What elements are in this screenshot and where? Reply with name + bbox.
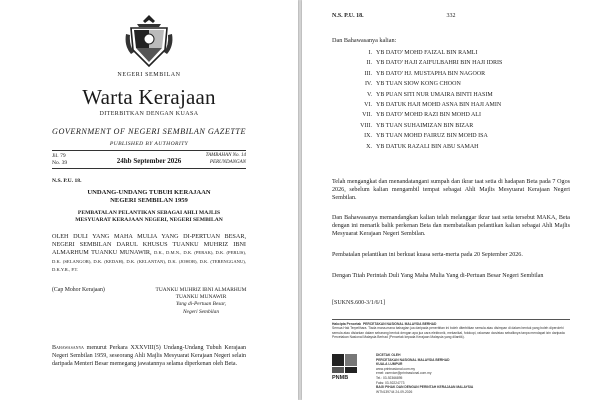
list-number: V. — [366, 91, 372, 98]
royal-decree — [52, 233, 246, 274]
signatory-state: Negeri Sembilan — [182, 308, 220, 315]
printer-city: KUALA LUMPUR — [376, 362, 403, 367]
printer-fax: Faks: 03-92224773 — [376, 380, 405, 385]
gazette-title: Warta Kerajaan — [82, 85, 216, 109]
body-lead-word: Bahawasanya — [52, 345, 84, 351]
signatory-title: Yang di-Pertuan Besar, — [176, 301, 226, 308]
member-name: YB TUAN SIOW KONG CHOON — [376, 81, 461, 88]
act-title-line: UNDANG-UNDANG TUBUH KERAJAAN — [87, 189, 211, 196]
seal-label: (Cap Mohor Kerajaan) — [52, 287, 105, 293]
list-item — [332, 90, 572, 100]
list-number: III. — [364, 70, 372, 77]
gazette-subtitle: DITERBITKAN DENGAN KUASA — [99, 111, 199, 117]
list-item — [332, 69, 572, 79]
act-title-line: NEGERI SEMBILAN 1959 — [110, 197, 188, 204]
effective-date-paragraph: Pembatalan pelantikan ini berkuat kuasa serta-merta pada 20 September 2026. — [332, 252, 523, 258]
member-name: YB DATO' MOHD FAIZAL BIN RAMLI — [376, 50, 478, 56]
divider — [332, 319, 570, 320]
printer-heading: DICETAK OLEH — [376, 353, 401, 357]
list-item — [332, 131, 572, 141]
act-title — [52, 189, 246, 205]
list-item — [332, 100, 572, 110]
list-item — [332, 142, 572, 152]
list-item — [332, 58, 572, 68]
printer-details — [376, 353, 566, 394]
copyright-notice — [332, 322, 570, 339]
published-by-authority: PUBLISHED BY AUTHORITY — [109, 141, 189, 147]
member-name: YB PUAN SITI NUR UMAIRA BINTI HASIM — [376, 91, 493, 98]
publisher-line: BAGI PIHAK DAN DENGAN PERINTAH KERAJAAN MALAYSIA — [376, 385, 474, 390]
copyright-org: PERCETAKAN NASIONAL MALAYSIA BERHAD — [362, 322, 437, 326]
bil-label: No. 39 — [52, 160, 68, 166]
member-list — [332, 48, 572, 152]
member-name: YB TUAN MOHD FAIRUZ BIN MOHD ISA — [376, 133, 488, 140]
divider — [52, 168, 246, 169]
gazette-content-page — [302, 0, 600, 400]
member-name: YB DATO' HAJI ZAIFULBAHRI BIN HAJI IDRIS — [376, 60, 503, 67]
gazette-cover-page — [0, 0, 298, 400]
list-number: I. — [368, 50, 372, 56]
member-name: YB DATUK HAJI MOHD ASNA BIN HAJI AMIN — [376, 101, 502, 108]
list-number: X. — [366, 143, 372, 150]
body-paragraph — [52, 344, 246, 368]
reference-number: [SUKNS.600-3/1/6/1] — [332, 300, 386, 306]
jilid-label: Jil. 79 — [52, 153, 66, 159]
royal-command-paragraph: Dengan Titah Perintah Duli Yang Maha Mulia Yang di-Pertuan Besar Negeri Sembilan — [332, 273, 544, 279]
state-name: NEGERI SEMBILAN — [117, 72, 181, 78]
tambahan-label: TAMBAHAN No. 14 — [205, 153, 246, 158]
member-name: YB TUAN SUHAIMIZAN BIN BIZAR — [376, 122, 474, 129]
state-crest-icon — [124, 12, 174, 68]
intro-line: Dan Bahawasanya kalian: — [332, 37, 397, 44]
member-name: YB DATO' MOHD RAZI BIN MOHD ALI — [376, 112, 481, 119]
list-number: VI. — [364, 101, 372, 108]
logo-text: PNMB — [332, 375, 349, 380]
divider — [52, 150, 246, 151]
list-item — [332, 121, 572, 131]
body-paragraph: Dan Bahawasanya memandangkan kalian telah melanggar ikrar taat setia tersebut MAKA, Beta dengan ini menarik balik perkenan Beta dan membatalkan pelantikan kalian sebagai Ahli Majlis Mesyuarat Kerajaan Negeri Sembilan. — [332, 215, 570, 237]
gazette-english-title: GOVERNMENT OF NEGERI SEMBILAN GAZETTE — [52, 127, 246, 136]
decree-honours: D.K., D.M.N., D.K. (PERAK), D.K. (PERLIS), D.K. (SELANGOR), D.K. (KEDAH), D.K. (KELANTAN), D.K. (JOHOR), D.K. (TERENGGANU), D.K.Y.R., P.T. — [52, 250, 247, 272]
decree-text: OLEH DULI YANG MAHA MULIA YANG DI-PERTUAN BESAR, NEGERI SEMBILAN DARUL KHUSUS TUANKU MUHRIZ IBNI ALMARHUM TUANKU MUNAWIR, — [52, 233, 246, 257]
pu-number: N.S. P.U. 18. — [332, 13, 364, 19]
signatory-name: TUANKU MUHRIZ IBNI ALMARHUM — [155, 287, 247, 293]
list-number: II. — [366, 60, 372, 67]
pnmb-logo-icon — [332, 354, 368, 380]
signature-block — [126, 287, 276, 316]
printer-org: PERCETAKAN NASIONAL MALAYSIA BERHAD — [376, 357, 450, 362]
list-item — [332, 79, 572, 89]
pu-number: N.S. P.U. 18. — [52, 178, 82, 184]
page-number: 332 — [446, 13, 456, 19]
appointment-title-line: MESYUARAT KERAJAAN NEGERI, NEGERI SEMBILAN — [75, 217, 223, 223]
list-item — [332, 48, 572, 58]
appointment-title-line: PEMBATALAN PELANTIKAN SEBAGAI AHLI MAJLIS — [77, 210, 221, 216]
printer-email: emel: cservice@printnasional.com.my — [376, 371, 432, 376]
perundangan-label: PERUNDANGAN — [209, 159, 246, 165]
list-number: VIII. — [360, 122, 372, 129]
copyright-body: Semua Hak Terpelihara. Tiada mana-mana bahagian jua daripada penerbitan ini boleh diterbitkan semula atau disimpan di dalam bentuk yang boleh diperolehi semula atau disiarkan dalam sebarang bentuk dengan apa jua cara elektronik, mekanikal, fotokopi, rakaman dan/atau sebaliknya tanpa mendapat izin daripada Percetakan Nasional Malaysia Berhad (Pencetak kepada Kerajaan Malaysia yang dilantik). — [332, 326, 565, 339]
printer-tel: Tel.: 03-92366895 — [376, 375, 403, 380]
list-number: IV. — [364, 81, 372, 88]
list-item — [332, 110, 572, 120]
list-number: VII. — [362, 112, 372, 119]
body-paragraph: Telah mengangkat dan menandatangani sumpah dan ikrar taat setia di hadapan Beta pada 7 Ogos 2026, sebelum kalian mengambil tempat sebagai Ahli Majlis Mesyuarat Kerajaan Negeri Sembilan. — [332, 179, 570, 201]
supplement-label — [206, 153, 246, 166]
appointment-title — [52, 210, 246, 224]
printer-web: www.printnasional.com.my — [376, 366, 416, 371]
gazette-date: 24hb September 2026 — [116, 157, 182, 165]
list-number: IX. — [364, 133, 372, 140]
body-text: menurut Perkara XXXVIII(5) Undang-Undang Tubuh Kerajaan Negeri Sembilan 1959, seseorang Ahli Majlis Mesyuarat Kerajaan Negeri selain daripada Menteri Besar memegang jawatannya selama diperkenan oleh Beta. — [52, 345, 246, 367]
signatory-name: TUANKU MUNAWIR — [175, 294, 227, 301]
member-name: YB DATUK RAZALI BIN ABU SAMAH — [376, 143, 479, 150]
member-name: YB DATO' HJ. MUSTAPHA BIN NAGOOR — [376, 70, 486, 77]
date-code: WTN139744 24-09-2026 — [376, 389, 413, 394]
copyright-title: Hakcipta Pencetak — [332, 322, 362, 326]
